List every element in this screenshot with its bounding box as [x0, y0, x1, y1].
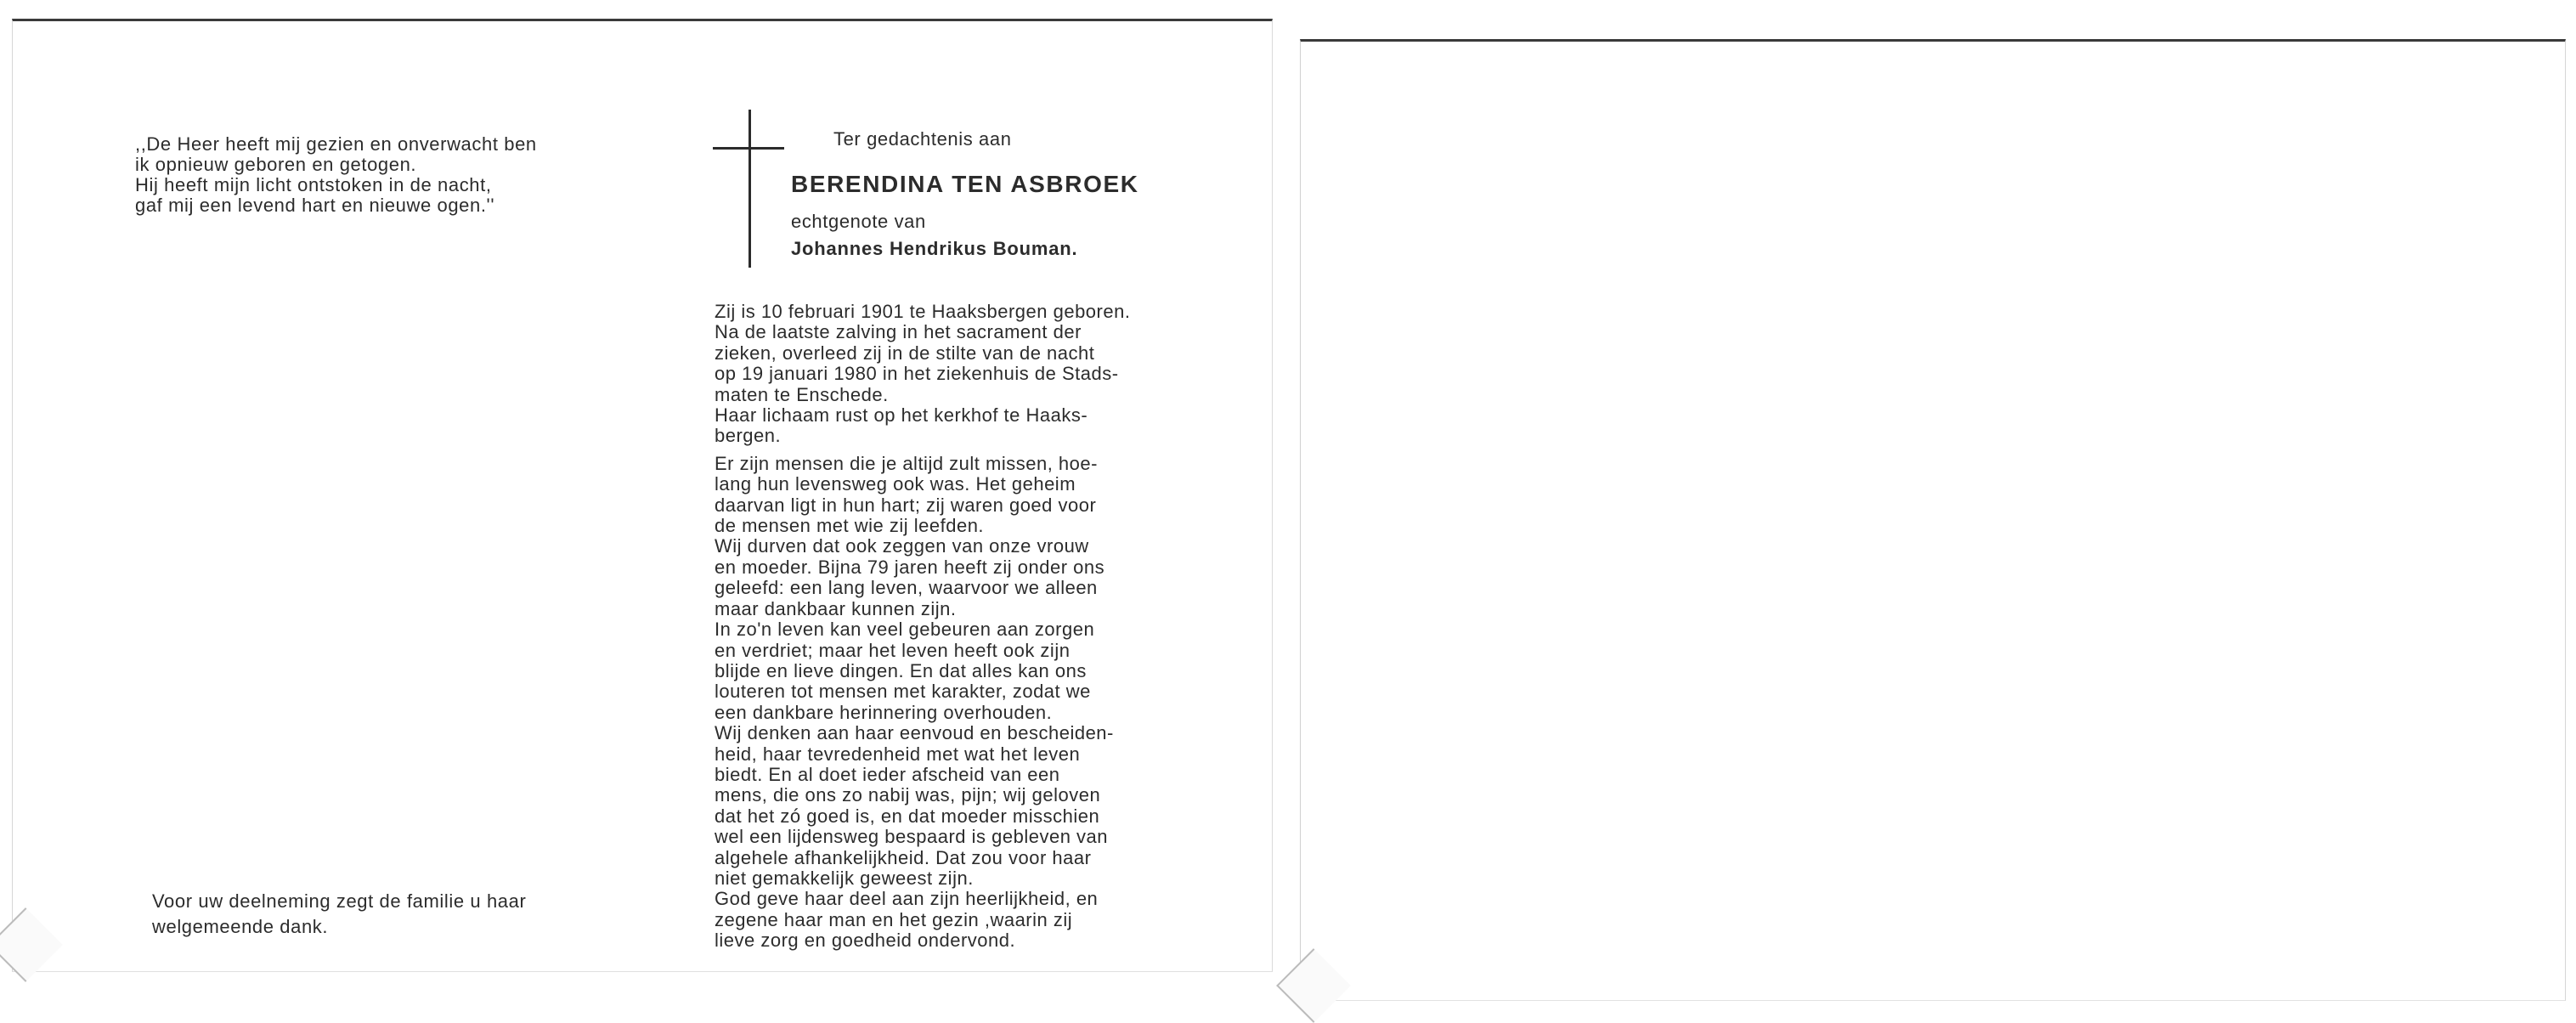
biography-line: maten te Enschede.	[715, 383, 889, 405]
biography-line: In zo'n leven kan veel gebeuren aan zorgen	[715, 619, 1095, 641]
spouse-name: Johannes Hendrikus Bouman.	[791, 238, 1078, 259]
biography-line: God geve haar deel aan zijn heerlijkheid, en	[715, 888, 1099, 910]
biography-line: zegene haar man en het gezin ,waarin zij	[715, 908, 1073, 930]
cross-icon-bar	[713, 147, 784, 150]
biography-line: Zij is 10 februari 1901 te Haaksbergen geboren.	[715, 301, 1131, 322]
biography-line: en moeder. Bijna 79 jaren heeft zij onder ons	[715, 556, 1105, 578]
folded-corner	[1276, 948, 1351, 1023]
cross-icon	[749, 110, 751, 268]
biography-line: daarvan ligt in hun hart; zij waren goed voor	[715, 494, 1097, 516]
biography-line: algehele afhankelijkheid. Dat zou voor haar	[715, 846, 1092, 868]
quote-line: Hij heeft mijn licht ontstoken in de nacht,	[135, 174, 492, 195]
biography-line: Wij denken aan haar eenvoud en bescheiden-	[715, 722, 1114, 744]
thanks-note	[152, 889, 526, 940]
biography-line: lieve zorg en goedheid ondervond.	[715, 930, 1016, 952]
biography-line: zieken, overleed zij in de stilte van de nacht	[715, 342, 1095, 364]
biography-line: blijde en lieve dingen. En dat alles kan ons	[715, 659, 1087, 681]
biography-line: mens, die ons zo nabij was, pijn; wij geloven	[715, 784, 1101, 806]
biography-line: de mensen met wie zij leefden.	[715, 515, 985, 537]
quote-line: gaf mij een levend hart en nieuwe ogen.''	[135, 195, 495, 216]
biography-line: niet gemakkelijk geweest zijn.	[715, 867, 974, 889]
biography-line: Na de laatste zalving in het sacrament der	[715, 321, 1082, 343]
biography-line: geleefd: een lang leven, waarvoor we alleen	[715, 577, 1098, 599]
biography-line: Wij durven dat ook zeggen van onze vrouw	[715, 535, 1089, 557]
spouse-intro: echtgenote van	[791, 211, 926, 232]
memorial-card-back	[1300, 39, 2566, 1001]
biography-line: heid, haar tevredenheid met wat het leven	[715, 743, 1081, 765]
biography-line: lang hun levensweg ook was. Het geheim	[715, 473, 1076, 495]
deceased-name: BERENDINA TEN ASBROEK	[791, 171, 1139, 197]
biography-line: louteren tot mensen met karakter, zodat we	[715, 681, 1091, 703]
thanks-line: welgemeende dank.	[152, 916, 329, 937]
biography	[715, 302, 1130, 952]
memorial-intro: Ter gedachtenis aan	[833, 128, 1012, 150]
quote-line: ik opnieuw geboren en getogen.	[135, 154, 417, 175]
quote-line: ,,De Heer heeft mij gezien en onverwacht ben	[135, 133, 537, 155]
memorial-card-front	[12, 19, 1273, 972]
biography-line: biedt. En al doet ieder afscheid van een	[715, 763, 1060, 785]
biography-line: Haar lichaam rust op het kerkhof te Haaks-	[715, 404, 1088, 427]
folded-corner	[0, 907, 63, 982]
biography-line: Er zijn mensen die je altijd zult missen, hoe-	[715, 452, 1098, 474]
biography-line: dat het zó goed is, en dat moeder misschien	[715, 805, 1100, 827]
thanks-line: Voor uw deelneming zegt de familie u haar	[152, 890, 527, 912]
biography-line: op 19 januari 1980 in het ziekenhuis de Stads-	[715, 363, 1119, 385]
biography-line: wel een lijdensweg bespaard is gebleven van	[715, 826, 1109, 848]
bible-quote	[135, 134, 537, 216]
biography-line: en verdriet; maar het leven heeft ook zijn	[715, 639, 1071, 661]
biography-line: maar dankbaar kunnen zijn.	[715, 597, 957, 619]
biography-line: een dankbare herinnering overhouden.	[715, 701, 1053, 723]
biography-line: bergen.	[715, 425, 782, 447]
